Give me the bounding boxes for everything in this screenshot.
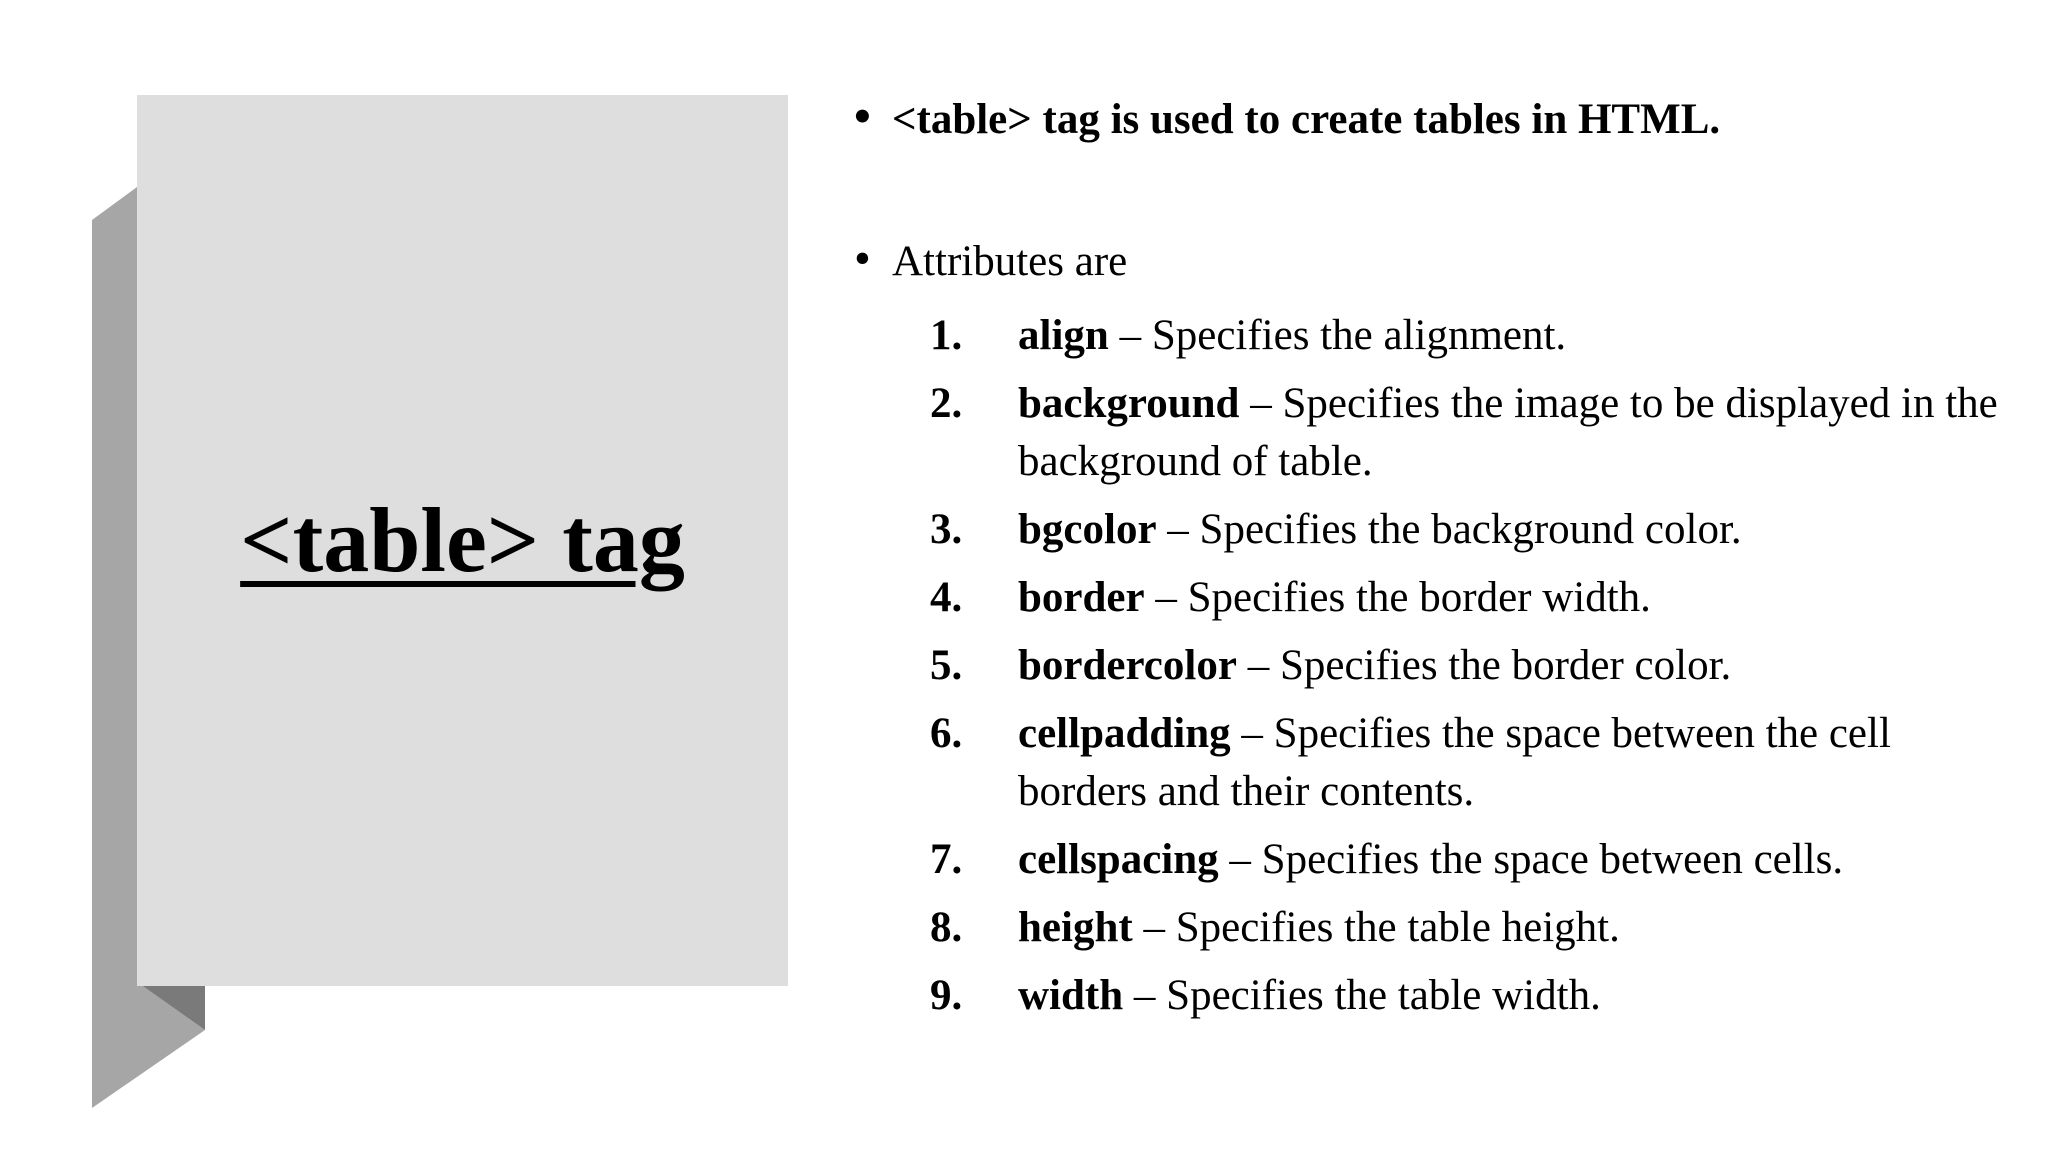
attribute-item	[850, 831, 2010, 889]
attribute-separator: –	[1108, 311, 1152, 359]
attribute-description: Specifies the table width.	[1166, 971, 1601, 1019]
attribute-name: bordercolor	[1018, 641, 1237, 689]
bullet-item	[850, 90, 2010, 144]
attribute-description: Specifies the table height.	[1175, 903, 1620, 951]
bullet-text: <table> tag is used to create tables in HTML.	[892, 96, 1721, 143]
attribute-separator: –	[1239, 379, 1283, 427]
title-panel	[137, 95, 788, 986]
attribute-name: align	[1018, 311, 1109, 359]
attribute-item	[850, 375, 2010, 491]
attribute-item	[850, 501, 2010, 559]
attribute-description: Specifies the space between the cell borders and their contents.	[1018, 709, 1891, 815]
attribute-description: Specifies the border width.	[1187, 573, 1651, 621]
attribute-name: cellspacing	[1018, 835, 1219, 883]
bullet-dot-icon: •	[854, 90, 871, 143]
attribute-number: 2.	[930, 379, 963, 427]
attribute-number: 5.	[930, 641, 963, 689]
attribute-separator: –	[1132, 903, 1176, 951]
attribute-number: 6.	[930, 709, 963, 757]
attribute-item	[850, 307, 2010, 365]
attribute-name: cellpadding	[1018, 709, 1231, 757]
attribute-separator: –	[1123, 971, 1167, 1019]
attribute-name: height	[1018, 903, 1133, 951]
attribute-description: Specifies the border color.	[1279, 641, 1732, 689]
attribute-separator: –	[1156, 505, 1200, 553]
attribute-separator: –	[1230, 709, 1274, 757]
attribute-number: 3.	[930, 505, 963, 553]
attribute-name: border	[1018, 573, 1145, 621]
attribute-description: Specifies the space between cells.	[1261, 835, 1844, 883]
attribute-separator: –	[1218, 835, 1262, 883]
attribute-name: background	[1018, 379, 1240, 427]
bullet-dot-icon: •	[854, 232, 871, 286]
attribute-description: Specifies the image to be displayed in the background of table.	[1018, 379, 1998, 485]
attribute-number: 9.	[930, 971, 963, 1019]
attribute-name: width	[1018, 971, 1124, 1019]
attribute-separator: –	[1236, 641, 1280, 689]
attribute-item	[850, 569, 2010, 627]
attribute-item	[850, 705, 2010, 821]
bullet-item	[850, 232, 2010, 286]
attribute-item	[850, 967, 2010, 1025]
attribute-description: Specifies the alignment.	[1151, 311, 1567, 359]
slide-content	[850, 90, 2010, 1035]
bullet-text: Attributes are	[892, 238, 1128, 286]
attribute-item	[850, 899, 2010, 957]
slide-title: <table> tag	[240, 489, 685, 591]
attribute-number: 4.	[930, 573, 963, 621]
attribute-name: bgcolor	[1018, 505, 1157, 553]
attribute-number: 8.	[930, 903, 963, 951]
attribute-number: 7.	[930, 835, 963, 883]
attribute-list	[850, 307, 2010, 1025]
attribute-separator: –	[1144, 573, 1188, 621]
attribute-item	[850, 637, 2010, 695]
attribute-description: Specifies the background color.	[1199, 505, 1742, 553]
attribute-number: 1.	[930, 311, 963, 359]
